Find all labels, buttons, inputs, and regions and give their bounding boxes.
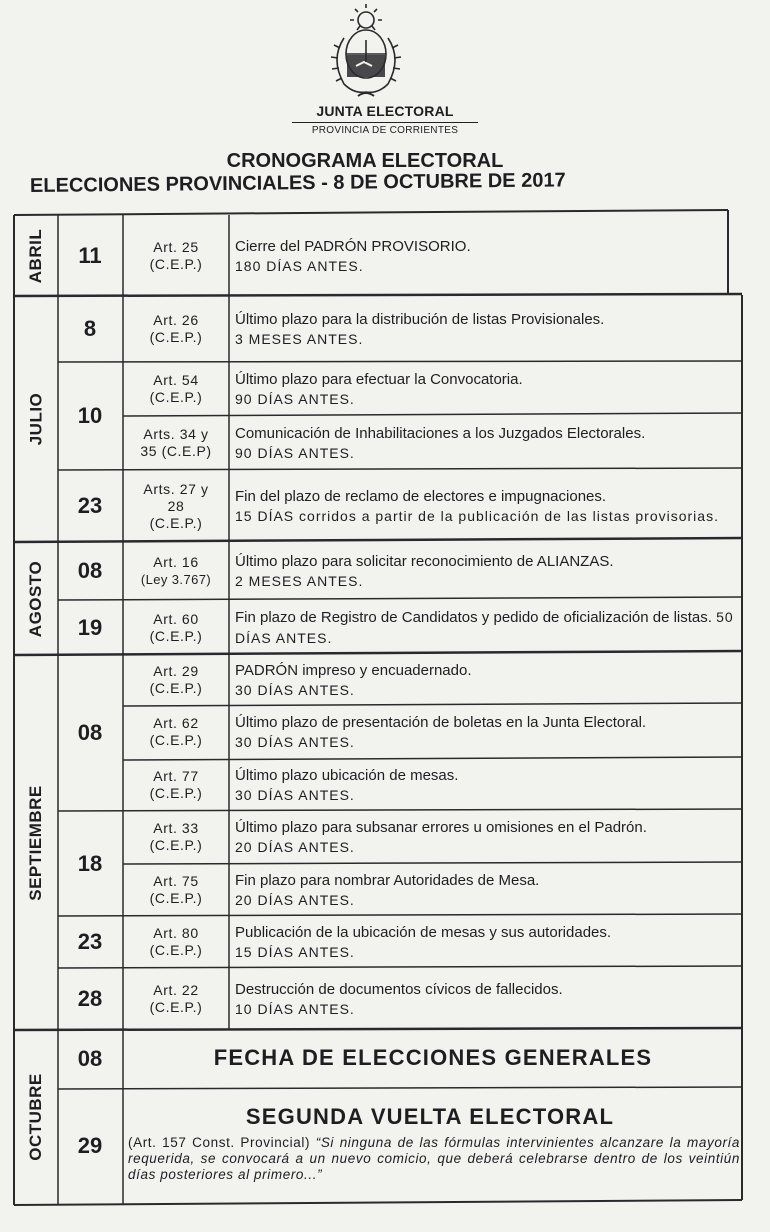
article-cell: Art. 75 (C.E.P.) bbox=[149, 872, 203, 906]
description-cell: Fin plazo de Registro de Candidatos y pedido de oficialización de listas. 50 DÍAS ANTES. bbox=[235, 608, 734, 646]
day-cell: 08 bbox=[77, 720, 103, 745]
article-cell: Arts. 34 y 35 (C.E.P) bbox=[140, 425, 212, 459]
description-cell: Último plazo para solicitar reconocimiento de ALIANZAS. 2 MESES ANTES. bbox=[235, 553, 614, 589]
description-cell: Último plazo ubicación de mesas. 30 DÍAS ANTES. bbox=[235, 767, 459, 803]
month-agosto: AGOSTO bbox=[26, 560, 45, 637]
description-cell: Publicación de la ubicación de mesas y sus autoridades. 15 DÍAS ANTES. bbox=[235, 924, 612, 960]
article-cell: Art. 25 (C.E.P.) bbox=[149, 239, 203, 272]
month-julio: JULIO bbox=[26, 392, 45, 446]
page-subtitle: ELECCIONES PROVINCIALES - 8 DE OCTUBRE DE 2017 bbox=[29, 169, 566, 197]
day-cell: 18 bbox=[77, 850, 103, 876]
article-cell: Art. 62 (C.E.P.) bbox=[149, 715, 203, 748]
month-abril: ABRIL bbox=[26, 228, 46, 284]
article-cell: Art. 22 (C.E.P.) bbox=[149, 982, 203, 1015]
article-cell: Art. 33 (C.E.P.) bbox=[149, 820, 203, 853]
description-cell: Fin plazo para nombrar Autoridades de Mesa. 20 DÍAS ANTES. bbox=[235, 871, 540, 908]
day-cell: 11 bbox=[78, 243, 102, 268]
day-cell: 28 bbox=[77, 986, 103, 1011]
day-cell: 10 bbox=[77, 403, 103, 428]
day-cell: 19 bbox=[77, 614, 103, 640]
month-septiembre: SEPTIEMBRE bbox=[26, 784, 45, 901]
month-octubre: OCTUBRE bbox=[26, 1073, 45, 1161]
description-cell: Cierre del PADRÓN PROVISORIO. 180 DÍAS ANTES. bbox=[235, 238, 471, 274]
description-cell: Último plazo para la distribución de listas Provisionales. 3 MESES ANTES. bbox=[235, 311, 605, 347]
divider bbox=[292, 122, 478, 123]
day-cell: 08 bbox=[77, 1046, 103, 1071]
day-cell: 08 bbox=[77, 558, 103, 583]
description-cell: Último plazo para efectuar la Convocatoria. 90 DÍAS ANTES. bbox=[235, 370, 523, 407]
org-name: JUNTA ELECTORAL bbox=[316, 103, 454, 119]
description-cell: Fin del plazo de reclamo de electores e impugnaciones. 15 DÍAS corridos a partir de la publicación de las listas provisorias. bbox=[235, 488, 719, 524]
runoff-label: SEGUNDA VUELTA ELECTORAL bbox=[245, 1104, 615, 1129]
page-title: CRONOGRAMA ELECTORAL bbox=[226, 150, 504, 172]
day-cell: 29 bbox=[77, 1133, 103, 1158]
org-subtitle: PROVINCIA DE CORRIENTES bbox=[311, 125, 459, 136]
runoff-note: (Art. 157 Const. Provincial) “Si ninguna de las fórmulas intervinientes alcanzare la mayoría requerida, se convocará a un nuevo comicio, que deberá celebrarse dentro de los veintiún días posteriores al primero...” bbox=[128, 1135, 740, 1182]
day-cell: 23 bbox=[77, 929, 103, 954]
article-cell: Art. 26 (C.E.P.) bbox=[149, 312, 203, 345]
article-cell: Art. 16 (Ley 3.767) bbox=[140, 554, 212, 587]
article-cell: Art. 29 (C.E.P.) bbox=[149, 663, 203, 696]
description-cell: Destrucción de documentos cívicos de fallecidos. 10 DÍAS ANTES. bbox=[235, 981, 563, 1017]
article-cell: Arts. 27 y 28 (C.E.P.) bbox=[143, 480, 209, 531]
article-cell: Art. 60 (C.E.P.) bbox=[149, 610, 203, 644]
day-cell: 8 bbox=[83, 316, 97, 341]
description-cell: Comunicación de Inhabilitaciones a los Juzgados Electorales. 90 DÍAS ANTES. bbox=[235, 424, 646, 461]
description-cell: Último plazo para subsanar errores u omisiones en el Padrón. 20 DÍAS ANTES. bbox=[235, 819, 647, 855]
coat-of-arms-icon bbox=[320, 4, 412, 104]
description-cell: PADRÓN impreso y encuadernado. 30 DÍAS ANTES. bbox=[235, 662, 472, 698]
description-cell: Último plazo de presentación de boletas en la Junta Electoral. 30 DÍAS ANTES. bbox=[235, 714, 647, 750]
election-date-label: FECHA DE ELECCIONES GENERALES bbox=[213, 1045, 653, 1070]
article-cell: Art. 54 (C.E.P.) bbox=[149, 371, 203, 405]
article-cell: Art. 77 (C.E.P.) bbox=[149, 768, 203, 801]
article-cell: Art. 80 (C.E.P.) bbox=[149, 925, 203, 958]
day-cell: 23 bbox=[77, 493, 103, 518]
